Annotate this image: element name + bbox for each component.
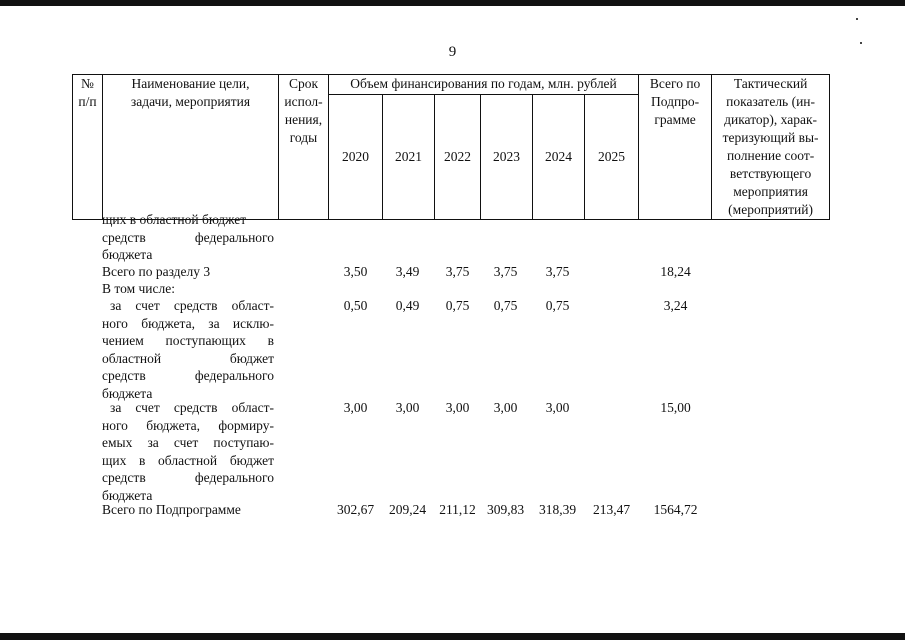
- row-value-2020: 3,00: [343, 400, 368, 415]
- row-value-2022: 211,12: [439, 502, 476, 517]
- header-year: 2023: [481, 95, 533, 220]
- row-value-2024: 0,75: [545, 298, 570, 313]
- row-total: 1564,72: [653, 502, 698, 517]
- row-value-2020: 0,50: [343, 298, 368, 313]
- row-total: 3,24: [663, 298, 688, 313]
- row-name: щих в областной бюджет средств федерального бюджета: [102, 212, 274, 262]
- row-value-2021: 3,49: [395, 264, 420, 279]
- header-name: Наименование цели, задачи, мероприятия: [103, 75, 279, 220]
- header-number: № п/п: [73, 75, 103, 220]
- header-year: 2025: [585, 95, 639, 220]
- bottom-border-bar: [0, 633, 905, 640]
- header-year: 2021: [383, 95, 435, 220]
- row-value-2024: 318,39: [538, 502, 577, 517]
- row-value-2020: 302,67: [336, 502, 375, 517]
- row-value-2023: 3,75: [493, 264, 518, 279]
- row-name: за счет средств област- ного бюджета, за исклю- чением поступающих в областной бюджет средств федерального бюджета: [102, 298, 274, 401]
- header-year: 2020: [329, 95, 383, 220]
- row-value-2022: 3,00: [445, 400, 470, 415]
- header-indicator: Тактический показатель (ин- дикатор), харак- теризующий вы- полнение соот- ветствующего мероприятия (мероприятий): [712, 75, 830, 220]
- row-name: Всего по разделу 3: [102, 264, 211, 279]
- row-value-2022: 0,75: [445, 298, 470, 313]
- page-number: 9: [448, 44, 457, 60]
- header-year: 2022: [435, 95, 481, 220]
- row-value-2023: 309,83: [486, 502, 525, 517]
- top-border-bar: [0, 0, 905, 6]
- row-value-2023: 3,00: [493, 400, 518, 415]
- row-value-2024: 3,00: [545, 400, 570, 415]
- header-funding: Объем финансирования по годам, млн. рублей: [329, 75, 639, 95]
- scan-speck: [856, 18, 858, 20]
- row-name: В том числе:: [102, 281, 175, 296]
- row-value-2021: 3,00: [395, 400, 420, 415]
- table-header: [72, 74, 830, 220]
- row-value-2021: 0,49: [395, 298, 420, 313]
- row-value-2021: 209,24: [388, 502, 427, 517]
- row-total: 15,00: [660, 400, 691, 415]
- row-name: Всего по Подпрограмме: [102, 502, 241, 517]
- row-value-2025: 213,47: [592, 502, 631, 517]
- row-value-2022: 3,75: [445, 264, 470, 279]
- row-value-2024: 3,75: [545, 264, 570, 279]
- row-name: за счет средств област- ного бюджета, формиру- емых за счет поступаю- щих в областной бюджет средств федерального бюджета: [102, 400, 274, 503]
- header-total: Всего по Подпро- грамме: [639, 75, 712, 220]
- row-value-2023: 0,75: [493, 298, 518, 313]
- row-total: 18,24: [660, 264, 691, 279]
- row-value-2020: 3,50: [343, 264, 368, 279]
- header-term: Срок испол- нения, годы: [279, 75, 329, 220]
- header-year: 2024: [533, 95, 585, 220]
